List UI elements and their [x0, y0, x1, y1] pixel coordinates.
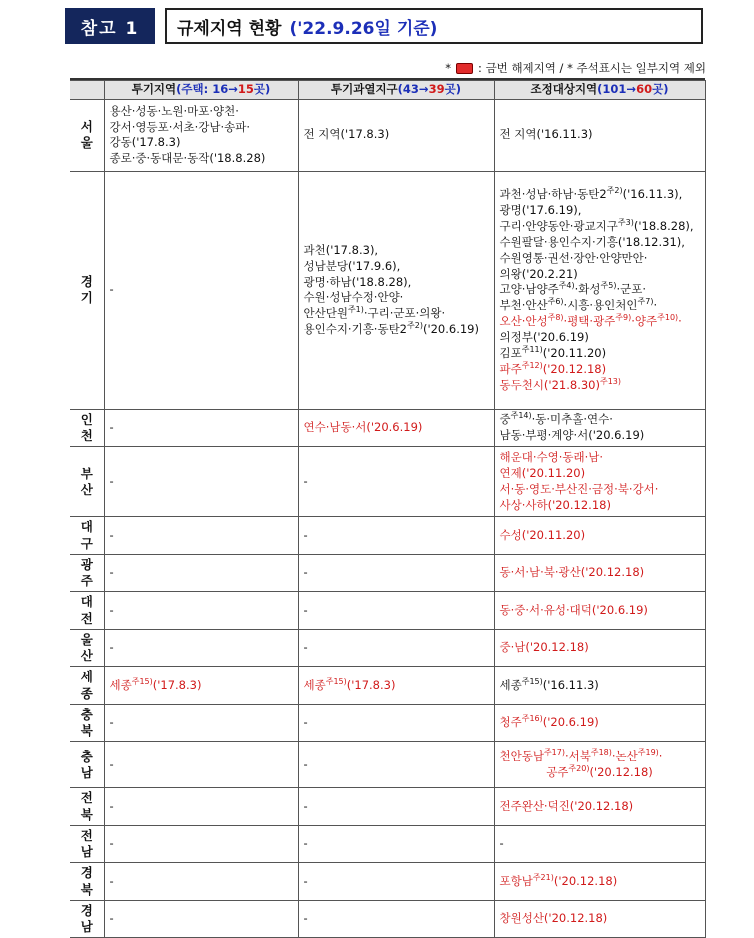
cell-line: - [109, 911, 114, 926]
reference-badge: 참고 1 [65, 8, 155, 44]
cell-line: 연수·남동·서('20.6.19) [303, 420, 423, 435]
adjustment-zone-cell [494, 629, 705, 667]
speculation-zone-cell [104, 554, 298, 592]
cell-line: 전주완산·덕진('20.12.18) [499, 798, 634, 813]
table-row [70, 704, 705, 742]
table-row [70, 629, 705, 667]
adjustment-zone-cell [494, 517, 705, 555]
overheated-zone-cell [298, 788, 494, 826]
table-row [70, 667, 705, 705]
cell-line: 동두천시$('21.8.30)^{주13)}$ [499, 376, 621, 392]
table-row [70, 592, 705, 630]
speculation-zone-cell [104, 788, 298, 826]
legend-prefix: * [445, 61, 452, 75]
table-row [70, 742, 705, 788]
cell-line: 세종$^{주15)}$('17.8.3) [109, 676, 202, 692]
region-char: 북 [80, 723, 93, 739]
region-char: 전 [80, 827, 93, 843]
cell-line: 수성('20.11.20) [499, 527, 586, 542]
speculation-zone-cell [104, 409, 298, 447]
cell-line: - [303, 602, 308, 617]
table-row [70, 825, 705, 863]
region-cell [70, 863, 104, 901]
cell-line: 구리·안양동안·광교지구$^{주3)}$('18.8.28), [499, 218, 694, 233]
adjustment-zone-cell [494, 704, 705, 742]
overheated-zone-cell [298, 409, 494, 447]
cell-line: - [303, 756, 308, 771]
region-char: 대 [80, 594, 93, 610]
cell-line: - [109, 420, 114, 435]
speculation-zone-cell [104, 667, 298, 705]
region-char: 경 [80, 274, 93, 290]
region-char: 충 [80, 748, 93, 764]
cell-line: - [109, 715, 114, 730]
region-cell [70, 554, 104, 592]
speculation-zone-cell [104, 171, 298, 409]
region-char: 인 [80, 411, 93, 427]
title-date: ('22.9.26일 기준) [289, 18, 438, 39]
cell-line: 의정부('20.6.19) [499, 330, 589, 344]
region-char: 기 [80, 290, 93, 306]
region-column-header [70, 81, 104, 100]
cell-line: - [109, 282, 114, 297]
region-char: 광 [80, 556, 93, 572]
region-char: 산 [80, 648, 93, 664]
cell-line: - [109, 565, 114, 580]
overheated-zone-cell [298, 825, 494, 863]
cell-line: 의왕('20.2.21) [499, 266, 578, 281]
speculation-zone-cell [104, 447, 298, 517]
speculation-zone-cell [104, 99, 298, 171]
cell-line: - [109, 873, 114, 888]
adjustment-zone-cell [494, 667, 705, 705]
overheated-zone-cell [298, 592, 494, 630]
cell-line: 전 지역('17.8.3) [303, 127, 390, 142]
region-cell [70, 825, 104, 863]
region-char: 부 [80, 465, 93, 481]
overheated-zone-cell [298, 704, 494, 742]
adjustment-zone-cell [494, 171, 705, 409]
region-char: 남 [80, 844, 93, 860]
cell-line: 공주$^{주20)}$('20.12.18) [546, 764, 653, 779]
overheated-zone-cell [298, 742, 494, 788]
speculation-zone-cell [104, 900, 298, 938]
column-header-adjustment-zone: 조정대상지역(101→60곳) [494, 81, 705, 100]
region-char: 남 [80, 764, 93, 780]
region-char: 천 [80, 428, 93, 444]
table-header-row [70, 81, 705, 100]
adjustment-zone-cell [494, 788, 705, 826]
adjustment-zone-cell [494, 900, 705, 938]
cell-line: 세종$^{주15)}$('16.11.3) [499, 676, 599, 692]
cell-line: 수원·성남수정·안양· [303, 290, 404, 305]
region-cell [70, 900, 104, 938]
region-char: 산 [80, 481, 93, 497]
cell-line: - [499, 836, 504, 851]
cell-line: 고양·남양주$^{주4)}$·화성$^{주5)}$·군포· [499, 281, 647, 297]
cell-line: 강동('17.8.3) [109, 135, 181, 150]
cell-line: 광명('17.6.19), [499, 203, 582, 218]
cell-line: 동·서·남·북·광산('20.12.18) [499, 565, 645, 580]
cell-line: 사상·사하('20.12.18) [499, 497, 611, 512]
cell-line: 중·남('20.12.18) [499, 640, 589, 655]
region-char: 세 [80, 669, 93, 685]
speculation-zone-cell [104, 704, 298, 742]
region-char: 울 [80, 135, 93, 151]
table-row [70, 863, 705, 901]
cell-line: 용산·성동·노원·마포·양천· [109, 103, 239, 118]
region-char: 북 [80, 881, 93, 897]
cell-line: 안산단원$^{주1)}$·구리·군포·의왕· [303, 305, 446, 321]
cell-line: - [109, 756, 114, 771]
table-row [70, 900, 705, 938]
region-char: 구 [80, 535, 93, 551]
column-header-overheated-zone: 투기과열지구(43→39곳) [298, 81, 494, 100]
cell-line: 파주$^{주12)}$('20.12.18) [499, 360, 607, 376]
cell-line: 과천('17.8.3), [303, 242, 379, 257]
cell-line: 해운대·수영·동래·남· [499, 450, 603, 465]
speculation-zone-cell [104, 863, 298, 901]
cell-line: 동·중·서·유성·대덕('20.6.19) [499, 602, 648, 617]
cell-line: - [303, 527, 308, 542]
region-char: 경 [80, 865, 93, 881]
cell-line: - [109, 798, 114, 813]
overheated-zone-cell [298, 554, 494, 592]
title-box [165, 8, 703, 44]
cell-line: 서·동·영도·부산진·금정·북·강서· [499, 481, 659, 496]
region-char: 종 [80, 685, 93, 701]
cell-line: - [303, 715, 308, 730]
region-cell [70, 409, 104, 447]
table-row [70, 554, 705, 592]
speculation-zone-cell [104, 629, 298, 667]
cell-line: - [303, 911, 308, 926]
speculation-zone-cell [104, 742, 298, 788]
cell-line: - [303, 640, 308, 655]
region-cell [70, 788, 104, 826]
region-char: 북 [80, 806, 93, 822]
cell-line: - [303, 798, 308, 813]
cell-line: 수원팔달·용인수지·기흥('18.12.31), [499, 234, 685, 249]
cell-line: - [109, 640, 114, 655]
overheated-zone-cell [298, 667, 494, 705]
table-row [70, 409, 705, 447]
cell-line: - [109, 527, 114, 542]
adjustment-zone-cell [494, 592, 705, 630]
cell-line: 포항남$^{주21)}$('20.12.18) [499, 872, 618, 888]
overheated-zone-cell [298, 900, 494, 938]
overheated-zone-cell [298, 171, 494, 409]
cell-line: - [109, 473, 114, 488]
legend [445, 60, 706, 76]
cell-line: 천안동남$^{주17)}$·서북$^{주18)}$·논산$^{주19)}$· [499, 748, 663, 763]
cell-line: - [109, 602, 114, 617]
region-char: 서 [80, 119, 93, 135]
table-row [70, 788, 705, 826]
regulation-table [70, 80, 706, 938]
cell-line: 종로·중·동대문·동작('18.8.28) [109, 151, 266, 166]
region-cell [70, 171, 104, 409]
overheated-zone-cell [298, 629, 494, 667]
table-row [70, 171, 705, 409]
cell-line: 강서·영등포·서초·강남·송파· [109, 119, 250, 134]
region-char: 대 [80, 519, 93, 535]
adjustment-zone-cell [494, 554, 705, 592]
table-row [70, 99, 705, 171]
cell-line: 수원영통·권선·장안·안양만안· [499, 250, 648, 265]
adjustment-zone-cell [494, 447, 705, 517]
legend-text: : 금번 해제지역 / * 주석표시는 일부지역 제외 [478, 61, 706, 75]
cell-line: 부천·안산$^{주6)}$·시흥·용인처인$^{주7)}$· [499, 297, 658, 313]
table-row [70, 517, 705, 555]
speculation-zone-cell [104, 592, 298, 630]
cell-line: - [303, 836, 308, 851]
region-cell [70, 592, 104, 630]
cell-line: - [303, 473, 308, 488]
region-cell [70, 99, 104, 171]
cell-line: 오산·안성$^{주8)}$·평택·광주$^{주9)}$·양주$^{주10)}$· [499, 313, 682, 329]
cell-line: 성남분당('17.9.6), [303, 258, 401, 273]
speculation-zone-cell [104, 825, 298, 863]
region-cell [70, 447, 104, 517]
region-char: 전 [80, 790, 93, 806]
region-char: 전 [80, 610, 93, 626]
overheated-zone-cell [298, 517, 494, 555]
legend-swatch-icon [456, 63, 473, 74]
overheated-zone-cell [298, 99, 494, 171]
cell-line: 창원성산('20.12.18) [499, 911, 608, 926]
adjustment-zone-cell [494, 742, 705, 788]
table-row [70, 447, 705, 517]
cell-line: 중$^{주14)}$·동·미추홀·연수· [499, 411, 613, 427]
cell-line: 연제('20.11.20) [499, 466, 586, 480]
region-cell [70, 667, 104, 705]
cell-line: 남동·부평·계양·서('20.6.19) [499, 428, 645, 443]
adjustment-zone-cell [494, 863, 705, 901]
cell-line: 용인수지·기흥·동탄$2^{주2)}('20.6.19)$ [303, 321, 479, 337]
region-cell [70, 704, 104, 742]
overheated-zone-cell [298, 447, 494, 517]
speculation-zone-cell [104, 517, 298, 555]
adjustment-zone-cell [494, 99, 705, 171]
region-cell [70, 629, 104, 667]
region-cell [70, 742, 104, 788]
cell-line: 세종$^{주15)}$('17.8.3) [303, 676, 396, 692]
region-char: 주 [80, 573, 93, 589]
region-char: 충 [80, 706, 93, 722]
column-header-speculation-zone: 투기지역(주택: 16→15곳) [104, 81, 298, 100]
region-char: 경 [80, 902, 93, 918]
title-bar [65, 8, 703, 44]
cell-line: - [303, 873, 308, 888]
page-title: 규제지역 현황 [177, 18, 282, 39]
region-cell [70, 517, 104, 555]
adjustment-zone-cell [494, 409, 705, 447]
region-char: 울 [80, 631, 93, 647]
cell-line: - [109, 836, 114, 851]
region-char: 남 [80, 919, 93, 935]
cell-line: 광명·하남('18.8.28), [303, 274, 412, 289]
cell-line: - [303, 565, 308, 580]
cell-line: 과천·성남·하남·동탄$2^{주2)}('16.11.3)$, [499, 186, 683, 202]
cell-line: 전 지역('16.11.3) [499, 127, 593, 142]
cell-line: 청주$^{주16)}$('20.6.19) [499, 714, 599, 730]
adjustment-zone-cell [494, 825, 705, 863]
overheated-zone-cell [298, 863, 494, 901]
cell-line: 김포$^{주11)}$('20.11.20) [499, 345, 607, 360]
